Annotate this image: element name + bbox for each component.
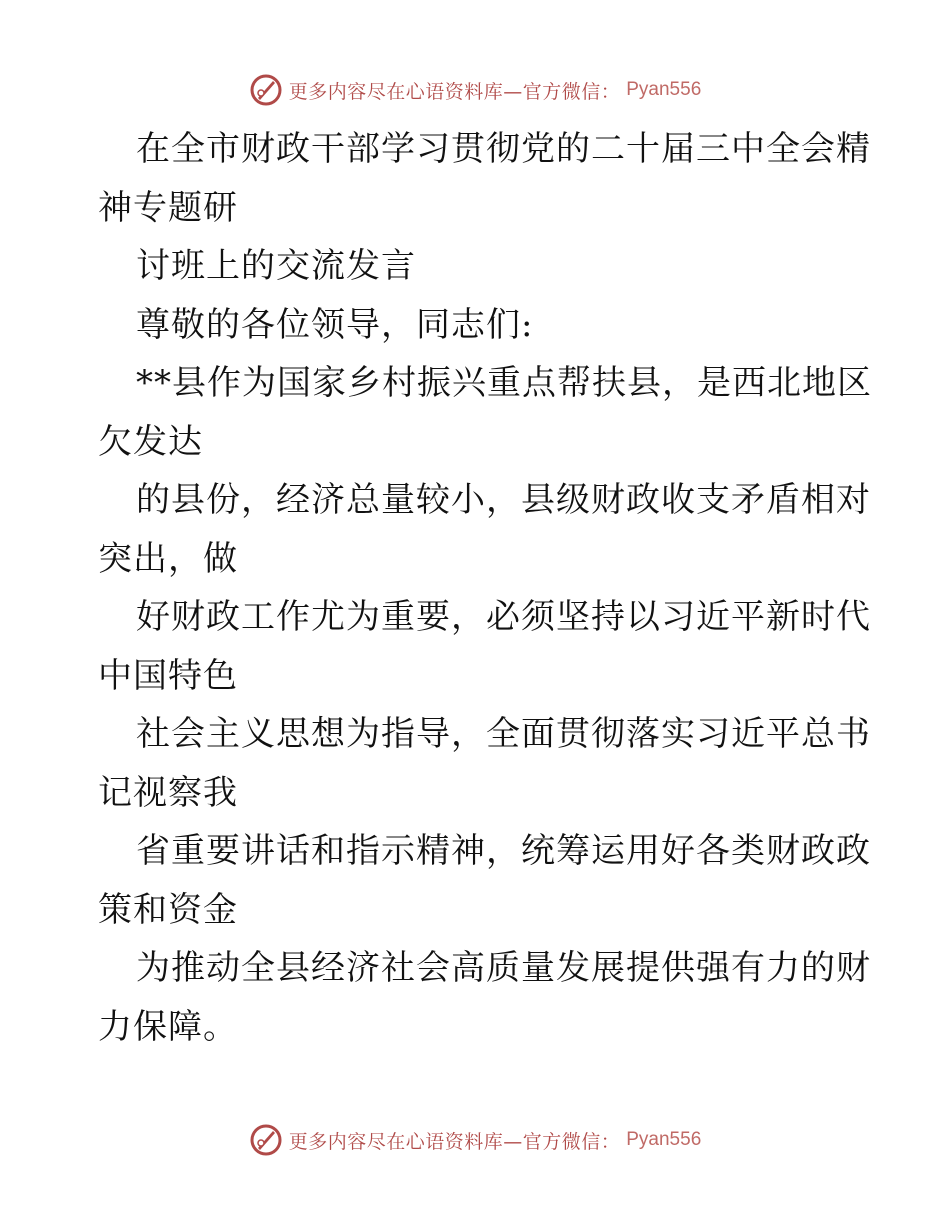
watermark-text: 更多内容尽在心语资料库—官方微信：	[288, 80, 621, 103]
footer-watermark	[0, 1120, 950, 1160]
text-line: 在全市财政干部学习贯彻党的二十届三中全会精	[136, 129, 871, 169]
watermark-text: 更多内容尽在心语资料库—官方微信：	[288, 1130, 621, 1153]
quill-logo-icon	[249, 73, 283, 107]
text-line: 中国特色	[98, 655, 238, 696]
quill-logo-icon	[249, 1123, 283, 1157]
text-line: 记视察我	[98, 772, 238, 813]
text-line: 省重要讲话和指示精神，统筹运用好各类财政政	[136, 831, 871, 871]
text-line: 策和资金	[98, 889, 238, 930]
text-line: 力保障。	[98, 1006, 238, 1047]
text-line: **县作为国家乡村振兴重点帮扶县，是西北地区	[136, 363, 872, 403]
text-line: 社会主义思想为指导，全面贯彻落实习近平总书	[136, 714, 871, 754]
text-line: 欠发达	[98, 421, 203, 462]
text-line: 尊敬的各位领导，同志们:	[136, 304, 534, 345]
text-line: 的县份，经济总量较小，县级财政收支矛盾相对	[136, 480, 871, 520]
text-line: 讨班上的交流发言	[136, 246, 416, 286]
header-watermark	[0, 70, 950, 110]
text-line: 为推动全县经济社会高质量发展提供强有力的财	[136, 948, 871, 988]
document-body	[98, 120, 872, 1056]
watermark-wechat-id: Pyan556	[626, 1129, 702, 1150]
text-line: 神专题研	[98, 187, 238, 228]
text-line: 好财政工作尤为重要，必须坚持以习近平新时代	[136, 597, 871, 637]
watermark-wechat-id: Pyan556	[626, 79, 702, 100]
text-line: 突出，做	[98, 538, 238, 579]
